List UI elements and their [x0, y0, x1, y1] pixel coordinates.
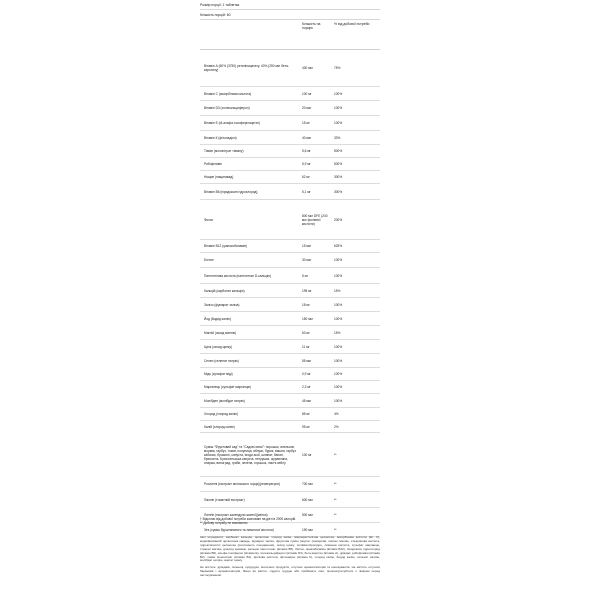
table-row — [200, 284, 380, 298]
nutrient-name: Рослинні (екстракт японського горця)(ресвератрол) — [204, 482, 281, 486]
nutrient-dv: 75% — [334, 66, 341, 70]
nutrient-dv: 300% — [334, 175, 343, 179]
nutrient-amount: 11 мг — [302, 344, 310, 349]
nutrient-name: Молібден (молібдат натрію) — [204, 398, 245, 403]
table-row — [200, 298, 380, 312]
table-row — [200, 381, 380, 394]
nutrient-amount: 5 мг — [302, 273, 309, 278]
nutrient-name: Марганець (сульфат марганцю) — [204, 385, 252, 389]
nutrient-name: Вітамін C (аскорбінова кислота) — [204, 91, 252, 96]
column-header-amount: Кількість на порцію — [302, 22, 321, 30]
nutrient-name: Хлорид (хлорид калію) — [204, 412, 238, 416]
table-row — [200, 171, 380, 184]
table-row — [200, 145, 380, 158]
nutrient-dv: 100% — [334, 91, 343, 96]
nutrient-name: Лютеїн (екстракт календули жовтої)(квітки) — [204, 513, 268, 517]
nutrient-amount: 5,1 мг — [302, 189, 311, 194]
nutrient-amount: 100 мг — [302, 452, 312, 457]
nutrient-dv: 500% — [334, 149, 343, 153]
nutrient-dv: ** — [334, 482, 337, 486]
table-row — [200, 240, 380, 253]
nutrient-name: Магній (оксид магнію) — [204, 330, 237, 335]
nutrient-amount: 5,6 мг — [302, 149, 311, 153]
nutrient-name: Зеє (суміш бурштинового та лимонної кислоти) — [204, 527, 274, 532]
nutrient-dv: 500% — [334, 162, 343, 166]
nutrient-amount: 85 мг — [302, 412, 310, 416]
nutrient-amount: 195 мг — [302, 288, 312, 293]
nutrient-dv: 4% — [334, 412, 339, 416]
nutrient-amount: 100 мг — [302, 91, 312, 96]
nutrient-dv: 15% — [334, 288, 341, 293]
nutrient-name: Калій (хлорид калію) — [204, 424, 235, 429]
nutrient-name: Вітамін К (фітонадіон) — [204, 135, 237, 140]
nutrient-amount: 800 мкг DFE (240 мкг фолієвої кислоти) — [302, 213, 328, 226]
nutrient-amount: 18 мг — [302, 302, 310, 307]
nutrient-name: Тіамін (мононітрат тіаміну) — [204, 149, 244, 153]
nutrient-dv: 15% — [334, 330, 341, 335]
nutrient-amount: 40 мкг — [302, 135, 312, 140]
nutrient-dv: 100% — [334, 385, 343, 389]
nutrient-amount: 63 мг — [302, 330, 310, 335]
nutrient-amount: 30 мкг — [302, 258, 312, 262]
nutrient-amount: 15 мг — [302, 121, 310, 125]
nutrient-name: Фолат — [204, 217, 214, 222]
supplement-facts-panel — [200, 0, 380, 537]
table-row — [200, 394, 380, 408]
table-row — [200, 200, 380, 240]
table-row — [200, 368, 380, 381]
nutrient-dv: 100% — [334, 121, 343, 125]
nutrient-dv: 625% — [334, 244, 343, 248]
nutrient-amount: 700 мкг — [302, 482, 313, 486]
nutrient-dv: 100% — [334, 258, 343, 262]
table-row — [200, 421, 380, 433]
nutrient-name: Кальцій (карбонат кальцію) — [204, 288, 245, 293]
table-row — [200, 340, 380, 354]
nutrient-dv: 100% — [334, 398, 343, 403]
nutrient-table — [200, 50, 380, 537]
table-row — [200, 326, 380, 340]
nutrient-name: Цинк (оксид цинку) — [204, 344, 233, 349]
table-row — [200, 87, 380, 101]
table-row — [200, 268, 380, 284]
nutrient-amount: 95 мг — [302, 424, 310, 429]
footnote-dv: † Відсотки від добової потреби засновані на дієті в 2000 калорій. — [200, 517, 297, 521]
nutrient-name: Пантотенова кислота (пантотенат D-кальцію) — [204, 273, 272, 278]
table-row — [200, 408, 380, 421]
nutrient-name: Вітамін D3 (холекальциферол) — [204, 106, 250, 110]
table-row — [200, 253, 380, 268]
table-row — [200, 433, 380, 477]
footnotes — [200, 517, 380, 525]
nutrient-name: Селен (селенат натрію) — [204, 358, 239, 363]
nutrient-amount: 500 мкг — [302, 513, 313, 517]
nutrient-dv: 200% — [334, 217, 343, 222]
nutrient-name: Залізо (фумарат заліза) — [204, 302, 240, 307]
nutrient-amount: 430 мкг — [302, 66, 313, 70]
nutrient-name: Мідь (сульфат міді) — [204, 372, 233, 376]
nutrient-amount: 2,3 мг — [302, 385, 311, 389]
table-row — [200, 312, 380, 326]
table-row — [200, 101, 380, 116]
nutrient-dv: 100% — [334, 273, 343, 278]
nutrient-dv: ** — [334, 497, 337, 502]
nutrient-dv: ** — [334, 513, 337, 517]
nutrient-name: Ніацин (ніацинамід) — [204, 175, 234, 179]
product-description — [200, 536, 380, 581]
nutrient-amount: 20 мкг — [302, 106, 312, 110]
nutrient-name: Вітамін B12 (ціанокобаламін) — [204, 244, 248, 248]
nutrient-dv: 100% — [334, 372, 343, 376]
nutrient-name: Суміш "Фруктовий сад" та "Садові овочі": порошок, апельсин, морква, гарбуз, томат, полуниця, яблуко, буряк, вишня, гарбуз кабачок, брокколі, капуста, ягоди асаї, шпинат, банан, брюссель. Брюссельська капуста, петрушка, журавлина, спаржа, виноград, гриби, зелена, горошок, листя кейлу — [204, 444, 296, 465]
nutrient-name: Вітамін Е (dl-альфа-токоферілацетат) — [204, 121, 260, 125]
table-row — [200, 131, 380, 145]
column-header-dv: % від добової потреби — [334, 22, 370, 26]
nutrient-dv: 100% — [334, 302, 343, 307]
nutrient-amount: 55 мкг — [302, 358, 312, 363]
table-row — [200, 184, 380, 200]
nutrient-name: Рибофлавін — [204, 162, 222, 166]
nutrient-dv: 100% — [334, 316, 343, 321]
table-row — [200, 158, 380, 171]
nutrient-dv: 100% — [334, 106, 343, 110]
nutrient-amount: 150 мкг — [302, 316, 313, 321]
nutrient-amount: 600 мкг — [302, 497, 313, 502]
nutrient-dv: 100% — [334, 344, 343, 349]
nutrient-amount: 45 мкг — [302, 398, 312, 403]
nutrient-amount: 5,9 мг — [302, 162, 311, 166]
table-row — [200, 116, 380, 131]
footnote-not-established: ** Добову потребу не визначено. — [200, 521, 249, 525]
nutrient-name: Біотин — [204, 258, 214, 262]
nutrient-amount: 15 мкг — [302, 244, 312, 248]
table-row — [200, 477, 380, 492]
table-row — [200, 354, 380, 368]
servings-per-container: Кількість порцій: 60 — [200, 10, 380, 20]
nutrient-dv: 300% — [334, 189, 343, 194]
table-row — [200, 50, 380, 87]
column-headers — [200, 20, 380, 50]
table-row — [200, 492, 380, 508]
nutrient-name: Лікопін (томатний екстракт) — [204, 497, 245, 502]
nutrient-name: Вітамін B6 (піридоксин гідрохлорид) — [204, 189, 258, 194]
nutrient-amount: 190 мкг — [302, 527, 313, 532]
nutrient-amount: 62 мг — [302, 175, 310, 179]
other-ingredients: Інші інгредієнти: карбонат кальцію, целюлоза, хлорид калію, мікрокристалічна целюлоза, аскорбінова кислота (віт. С), модифікований целюлозна камедь, фумарат заліза, фруктова суміш (ацетат (сахароза), окисел магнію, стеаринова кислота, гідроксипропіл целюлоза (рослинного походження), оксид цинку, полівінілпіролідон, лимонна кислота, сульфат марганцю, стеарат магнію, діоксид кремнію, кальцію пантотенат (вітамін В5), біотин, ціанкобаламін (вітамін В12), піридоксин гідрохлорид (вітамін В6), альфа-токоферол (вітамін Е), холекальциферол (вітамін D3), бета-каротин (вітамін А), дріжджі, рибофлавін (вітамін В2), тіамін мононітрат (вітамін В1), фолієва кислота, фітонадіон (вітамін К), хлорид калію, йодид калію, селенат натрію, молібдат натрію, ацетат цинку. — [200, 535, 380, 563]
nutrient-name: Йод (йодид калію) — [204, 316, 231, 321]
nutrient-dv: ** — [334, 527, 337, 532]
nutrient-name: Вітамін А (60% (3750) ретинілацетату, 40% (250 мкг бета-каротину) — [204, 64, 289, 72]
nutrient-dv: ** — [334, 452, 337, 457]
allergen-notice: Не містить: дріжджів, пшениці, кукурудзи, молочних продуктів, штучних ароматизаторів та консервантів. Не містить штучних барвників і ароматизаторів. Якщо ви вагітні, годуєте груддю або приймаєте ліки, проконсультуйтеся з лікарем перед застосуванням. — [200, 565, 380, 578]
nutrient-dv: 2% — [334, 424, 339, 429]
nutrient-dv: 33% — [334, 135, 341, 140]
nutrient-amount: 0,9 мг — [302, 372, 311, 376]
nutrient-dv: 100% — [334, 358, 343, 363]
serving-size: Розмір порції: 1 таблетка — [200, 0, 380, 10]
